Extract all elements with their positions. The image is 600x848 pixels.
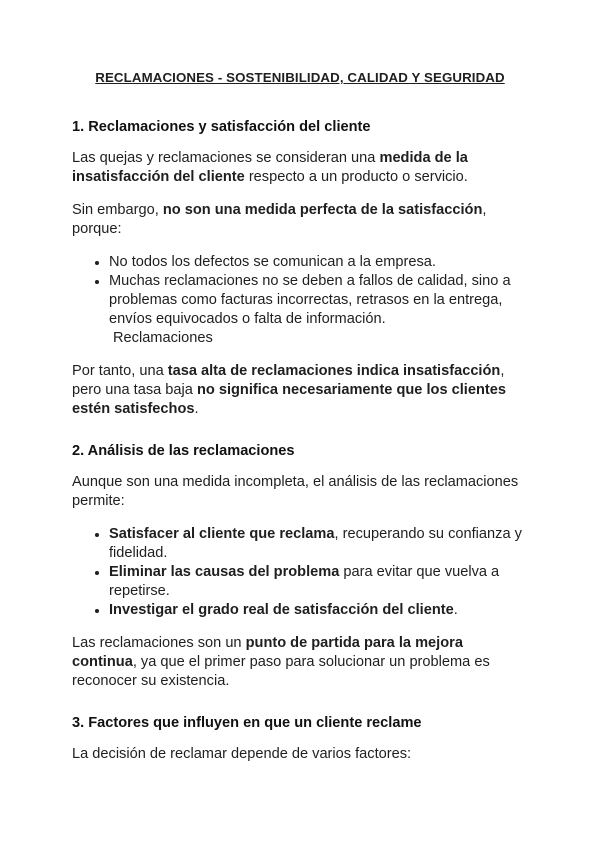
bold-text-run: no significa necesariamente que los clientes estén satisfechos: [72, 382, 506, 417]
section-3-intro: La decisión de reclamar depende de varios factores:: [72, 746, 412, 762]
text-run: respecto a un producto o servicio.: [244, 169, 468, 185]
bold-text-run: Eliminar las causas del problema: [109, 564, 340, 580]
list-item-note: Reclamaciones: [113, 330, 213, 346]
bold-text-run: punto de partida para la mejora continua: [72, 635, 463, 670]
section-1-paragraph-1: [72, 149, 528, 187]
bold-text-run: medida de la insatisfacción del cliente: [72, 150, 468, 185]
bold-text-run: no son una medida perfecta de la satisfacción: [162, 202, 483, 218]
section-2-heading: 2. Análisis de las reclamaciones: [72, 443, 295, 459]
section-2-intro: Aunque son una medida incompleta, el análisis de las reclamaciones permite:: [72, 474, 519, 509]
section-3-heading: 3. Factores que influyen en que un cliente reclame: [72, 715, 422, 731]
section-1-bullet-list: [72, 253, 528, 348]
document-title: RECLAMACIONES - SOSTENIBILIDAD, CALIDAD Y SEGURIDAD: [95, 70, 505, 85]
text-run: , porque:: [72, 202, 487, 237]
list-item: [109, 525, 528, 563]
text-run: Sin embargo,: [72, 202, 163, 218]
text-run: , ya que el primer paso para solucionar un problema es reconocer su existencia.: [72, 654, 490, 689]
text-run: Las quejas y reclamaciones se consideran una: [72, 150, 380, 166]
list-item: [109, 563, 528, 601]
list-item-text: Muchas reclamaciones no se deben a fallos de calidad, sino a problemas como facturas incorrectas, retrasos en la entrega, envíos equivocados o falta de información.: [109, 273, 511, 327]
text-run: .: [453, 602, 458, 618]
list-item: • No todos los defectos se comunican a la empresa.: [109, 253, 528, 272]
section-1-paragraph-2: [72, 201, 528, 239]
list-item: [109, 272, 528, 348]
bold-text-run: Investigar el grado real de satisfacción del cliente: [109, 602, 454, 618]
text-run: , recuperando su confianza y fidelidad.: [109, 526, 522, 561]
text-run: para evitar que vuelva a repetirse.: [109, 564, 500, 599]
section-1-paragraph-3: [72, 362, 528, 419]
section-2: [72, 443, 528, 691]
bold-text-run: Satisfacer al cliente que reclama: [109, 526, 335, 542]
text-run: .: [194, 401, 199, 417]
text-run: , pero una tasa baja: [72, 363, 505, 398]
section-2-bullet-list: [72, 525, 528, 620]
section-3: [72, 715, 528, 764]
text-run: Las reclamaciones son un: [72, 635, 246, 651]
section-1-heading: 1. Reclamaciones y satisfacción del cliente: [72, 119, 371, 135]
text-run: Por tanto, una: [72, 363, 168, 379]
section-1: [72, 119, 528, 419]
list-item: [109, 601, 528, 620]
bold-text-run: tasa alta de reclamaciones indica insatisfacción: [167, 363, 501, 379]
section-2-paragraph: [72, 634, 528, 691]
